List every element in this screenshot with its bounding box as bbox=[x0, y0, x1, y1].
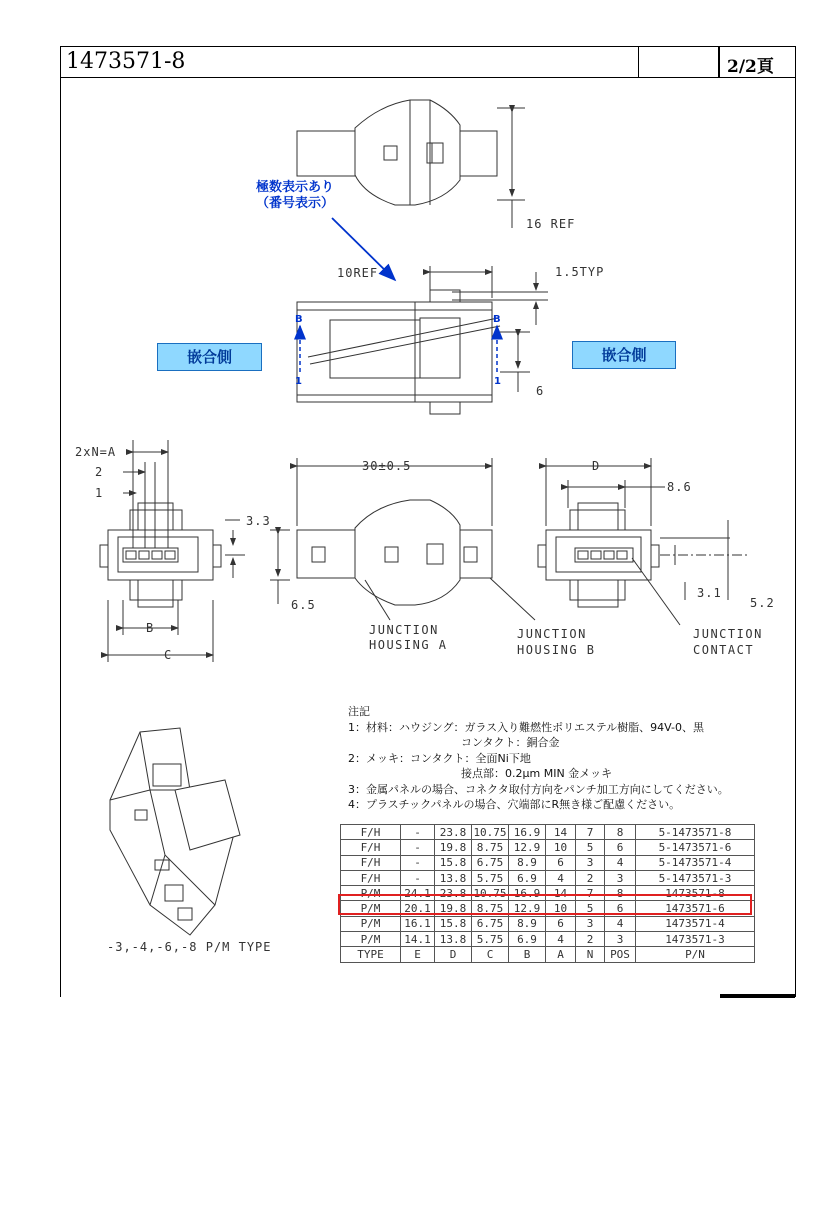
dim-2: 2 bbox=[95, 465, 104, 479]
table-cell: 10 bbox=[546, 901, 576, 916]
table-cell: 3 bbox=[576, 855, 605, 870]
dim-d: D bbox=[592, 459, 601, 473]
table-cell: 13.8 bbox=[435, 932, 472, 947]
table-cell: 2 bbox=[576, 932, 605, 947]
table-cell: - bbox=[401, 840, 435, 855]
table-cell: 19.8 bbox=[435, 840, 472, 855]
table-cell: 8.9 bbox=[509, 855, 546, 870]
highlight-box bbox=[338, 894, 752, 915]
dim-1-5typ: 1.5TYP bbox=[555, 265, 605, 279]
table-cell: 7 bbox=[576, 886, 605, 901]
table-cell: 6.75 bbox=[472, 855, 509, 870]
callout-housing-a-line1: JUNCTION bbox=[369, 623, 439, 637]
note-1: 1：材料：ハウジング：ガラス入り難燃性ポリエステル樹脂、94V-0、黒 bbox=[348, 720, 705, 734]
note-2: 2：メッキ：コンタクト：全面Ni下地 bbox=[348, 751, 531, 765]
table-cell: 14 bbox=[546, 886, 576, 901]
pin-label-1-left: 1 bbox=[295, 376, 302, 387]
side-view bbox=[297, 266, 548, 414]
table-cell: F/H bbox=[341, 840, 401, 855]
table-cell: POS bbox=[605, 947, 636, 962]
table-cell: 16.1 bbox=[401, 916, 435, 931]
note-2b: 接点部：0.2μm MIN 金メッキ bbox=[461, 767, 613, 780]
dim-c: C bbox=[164, 648, 173, 662]
dim-16ref: 16 REF bbox=[526, 217, 576, 231]
table-cell: 5 bbox=[576, 901, 605, 916]
table-cell: 23.8 bbox=[435, 825, 472, 840]
table-cell: 15.8 bbox=[435, 916, 472, 931]
callout-contact-line2: CONTACT bbox=[693, 643, 755, 657]
table-cell: 10 bbox=[546, 840, 576, 855]
page-number: 2/2頁 bbox=[727, 57, 774, 77]
table-cell: - bbox=[401, 825, 435, 840]
table-cell: E bbox=[401, 947, 435, 962]
table-cell: 12.9 bbox=[509, 901, 546, 916]
table-cell: 10.75 bbox=[473, 825, 507, 839]
notes-title: 注記 bbox=[348, 705, 370, 718]
dim-30: 30±0.5 bbox=[362, 459, 412, 473]
table-cell: F/H bbox=[341, 855, 401, 870]
table-cell: 6.9 bbox=[509, 932, 546, 947]
pin-label-1-right: 1 bbox=[494, 376, 501, 387]
marker-note: 極数表示あり （番号表示） bbox=[255, 180, 334, 211]
note-3: 3：金属パネルの場合、コネクタ取付方向をパンチ加工方向にしてください。 bbox=[348, 782, 729, 796]
front-view-left bbox=[100, 440, 290, 662]
dim-5-2: 5.2 bbox=[750, 596, 775, 610]
table-row bbox=[341, 855, 755, 870]
dim-3-1: 3.1 bbox=[697, 586, 722, 600]
isometric-view bbox=[110, 728, 240, 935]
table-row bbox=[341, 840, 755, 855]
table-cell: 24.1 bbox=[401, 886, 435, 901]
table-cell: 6.9 bbox=[509, 870, 546, 885]
iso-caption: -3,-4,-6,-8 P/M TYPE bbox=[107, 940, 272, 954]
table-cell: 23.8 bbox=[435, 886, 472, 901]
table-cell: 8 bbox=[605, 825, 636, 840]
pin-label-b-left: B bbox=[295, 314, 303, 325]
mating-side-label-right: 嵌合側 bbox=[572, 341, 676, 369]
table-cell: P/M bbox=[341, 932, 401, 947]
table-cell: 8.75 bbox=[472, 840, 509, 855]
table-cell: C bbox=[472, 947, 509, 962]
table-cell: 8.9 bbox=[509, 916, 546, 931]
table-cell: P/N bbox=[636, 947, 755, 962]
table-cell: 6 bbox=[605, 901, 636, 916]
table-cell: N bbox=[576, 947, 605, 962]
dim-b: B bbox=[146, 621, 155, 635]
table-cell: 5-1473571-3 bbox=[636, 870, 755, 885]
table-row bbox=[341, 916, 755, 931]
dim-2xn: 2xN=A bbox=[75, 445, 117, 459]
housing-view bbox=[297, 458, 535, 620]
table-cell: P/M bbox=[341, 916, 401, 931]
table-cell: 5-1473571-4 bbox=[636, 855, 755, 870]
table-cell: 3 bbox=[605, 870, 636, 885]
table-cell: 10.75 bbox=[473, 886, 507, 900]
notes-block bbox=[348, 704, 729, 813]
table-cell: 19.8 bbox=[435, 901, 472, 916]
table-cell: 14.1 bbox=[401, 932, 435, 947]
table-cell: 1473571-4 bbox=[636, 916, 755, 931]
table-cell: 20.1 bbox=[401, 901, 435, 916]
table-cell: B bbox=[509, 947, 546, 962]
table-cell: 15.8 bbox=[435, 855, 472, 870]
dim-1: 1 bbox=[95, 486, 104, 500]
callout-housing-b-line2: HOUSING B bbox=[517, 643, 596, 657]
table-cell: 4 bbox=[605, 916, 636, 931]
table-cell: 8.75 bbox=[472, 901, 509, 916]
table-row bbox=[341, 932, 755, 947]
table-cell: 14 bbox=[546, 825, 576, 840]
table-cell: D bbox=[435, 947, 472, 962]
pin-label-b-right: B bbox=[493, 314, 501, 325]
callout-housing-a-line2: HOUSING A bbox=[369, 638, 448, 652]
table-cell: 5-1473571-8 bbox=[636, 825, 755, 840]
table-cell: 6 bbox=[546, 855, 576, 870]
table-cell: 1473571-3 bbox=[636, 932, 755, 947]
table-cell: 3 bbox=[605, 932, 636, 947]
table-cell: 1473571-8 bbox=[636, 886, 755, 901]
table-cell: 12.9 bbox=[509, 840, 546, 855]
table-cell: 3 bbox=[576, 916, 605, 931]
table-cell: 16.9 bbox=[509, 825, 546, 840]
table-cell: 5-1473571-6 bbox=[636, 840, 755, 855]
table-cell: 6.75 bbox=[472, 916, 509, 931]
callout-contact-line1: JUNCTION bbox=[693, 627, 763, 641]
callout-housing-b-line1: JUNCTION bbox=[517, 627, 587, 641]
table-cell: P/M bbox=[341, 901, 401, 916]
table-cell: A bbox=[546, 947, 576, 962]
note-4: 4：プラスチックパネルの場合、穴端部にR無き様ご配慮ください。 bbox=[348, 798, 681, 811]
table-cell: 4 bbox=[546, 870, 576, 885]
part-number: 1473571-8 bbox=[66, 49, 186, 74]
dim-8-6: 8.6 bbox=[667, 480, 692, 494]
table-cell: 6 bbox=[605, 840, 636, 855]
table-cell: 4 bbox=[546, 932, 576, 947]
table-cell: 6 bbox=[546, 916, 576, 931]
table-cell: 13.8 bbox=[435, 870, 472, 885]
table-row bbox=[341, 825, 755, 840]
table-cell: 5.75 bbox=[472, 870, 509, 885]
mating-side-label-left: 嵌合側 bbox=[157, 343, 262, 371]
table-cell: TYPE bbox=[341, 947, 401, 962]
dim-3-3: 3.3 bbox=[246, 514, 271, 528]
table-cell: 8 bbox=[605, 886, 636, 901]
table-cell: 5 bbox=[576, 840, 605, 855]
table-cell: 2 bbox=[576, 870, 605, 885]
table-cell: 1473571-6 bbox=[636, 901, 755, 916]
table-cell: F/H bbox=[341, 870, 401, 885]
dim-6: 6 bbox=[536, 384, 545, 398]
table-cell: 5.75 bbox=[472, 932, 509, 947]
table-cell: 4 bbox=[605, 855, 636, 870]
table-row bbox=[341, 870, 755, 885]
table-cell: P/M bbox=[341, 886, 401, 901]
note-1b: コンタクト：銅合金 bbox=[461, 736, 560, 749]
dim-10ref: 10REF bbox=[337, 266, 379, 280]
table-cell: - bbox=[401, 855, 435, 870]
dim-6-5: 6.5 bbox=[291, 598, 316, 612]
table-cell: 16.9 bbox=[509, 886, 546, 901]
table-cell: F/H bbox=[341, 825, 401, 840]
table-cell: 7 bbox=[576, 825, 605, 840]
table-cell: - bbox=[401, 870, 435, 885]
table-header-row bbox=[341, 947, 755, 962]
